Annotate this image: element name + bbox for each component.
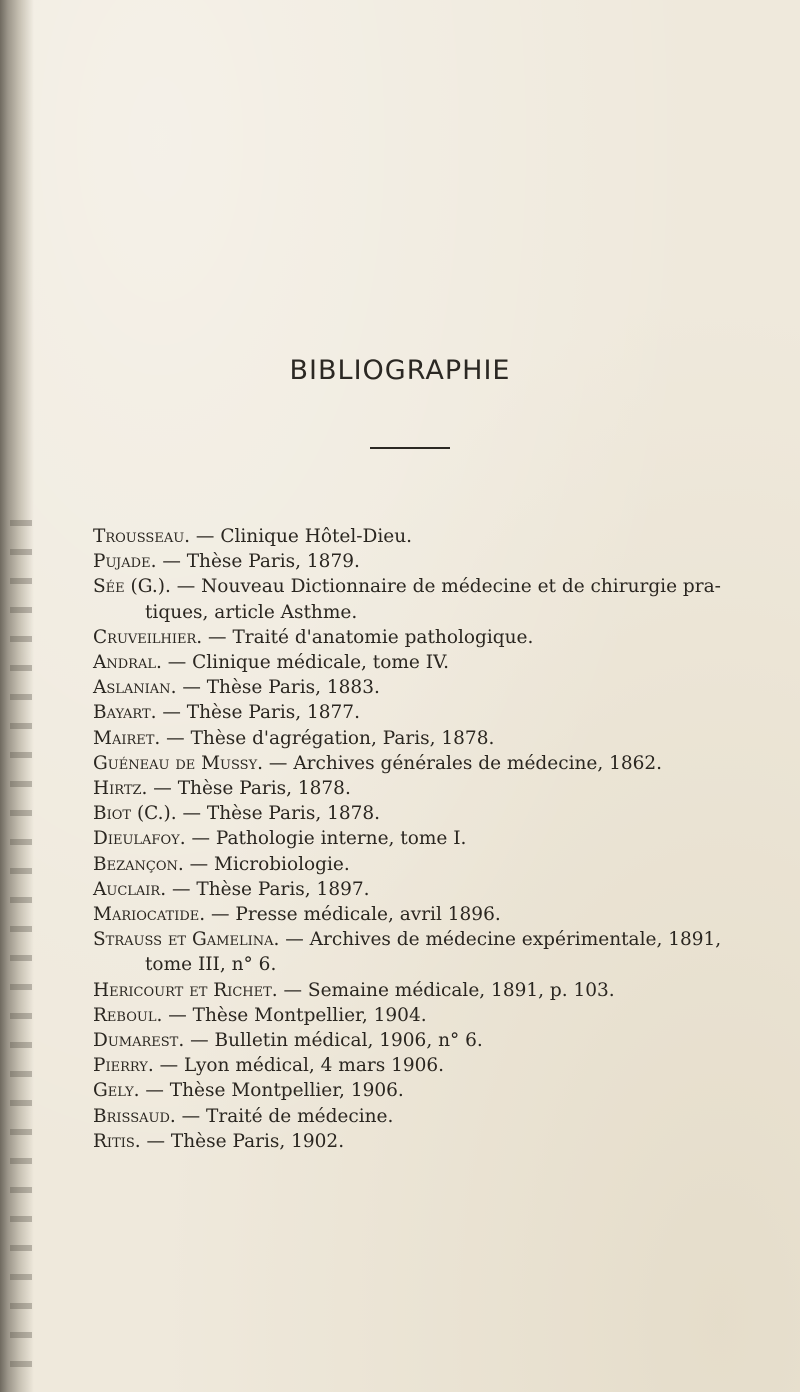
entry-author: Cruveilhier bbox=[93, 626, 197, 648]
entry-reference: . — Archives générales de médecine, 1862. bbox=[257, 752, 663, 774]
entry-author: Hericourt et Richet bbox=[93, 979, 272, 1001]
entry-line bbox=[93, 902, 773, 927]
entry-reference: . — Thèse Paris, 1877. bbox=[150, 702, 360, 724]
entry-author: Brissaud bbox=[93, 1105, 170, 1127]
entry-line bbox=[93, 1078, 773, 1103]
bibliography-entry bbox=[93, 978, 773, 1003]
entry-continuation-line bbox=[93, 600, 773, 625]
entry-reference: . — Thèse Paris, 1878. bbox=[141, 778, 351, 800]
entry-reference: . — Thèse Montpellier, 1906. bbox=[133, 1080, 404, 1102]
entry-author: Pujade bbox=[93, 551, 151, 573]
entry-author: Bayart bbox=[93, 702, 151, 724]
entry-line bbox=[93, 978, 773, 1003]
bibliography-entry bbox=[93, 776, 773, 801]
entry-reference: . — Clinique Hôtel-Dieu. bbox=[184, 526, 413, 547]
entry-author: Dumarest bbox=[93, 1030, 179, 1052]
entry-reference: . — Thèse d'agrégation, Paris, 1878. bbox=[154, 727, 495, 749]
entry-reference: . — Microbiologie. bbox=[177, 853, 350, 875]
entry-reference: (C.). — Thèse Paris, 1878. bbox=[131, 803, 381, 825]
bibliography-entry bbox=[93, 826, 773, 851]
entry-author: Bezançon bbox=[93, 853, 178, 875]
binding-marks bbox=[10, 520, 32, 1380]
bibliography-entry bbox=[93, 1104, 773, 1129]
entry-reference: (G.). — Nouveau Dictionnaire de médecine et de chirurgie pra- bbox=[124, 576, 721, 598]
bibliography-entry bbox=[93, 524, 773, 549]
entry-reference: . — Clinique médicale, tome IV. bbox=[155, 652, 450, 674]
entry-line bbox=[93, 675, 773, 700]
bibliography-entry bbox=[93, 751, 773, 776]
entry-author: Auclair bbox=[93, 878, 161, 900]
entry-reference: tome III, n° 6. bbox=[145, 954, 277, 976]
entry-line bbox=[93, 852, 773, 877]
entry-author: Dieulafoy bbox=[93, 828, 180, 850]
entry-line bbox=[93, 751, 773, 776]
entry-line bbox=[93, 574, 773, 599]
entry-line bbox=[93, 826, 773, 851]
entry-line bbox=[93, 524, 773, 549]
entry-line bbox=[93, 726, 773, 751]
entry-reference: . — Thèse Paris, 1902. bbox=[134, 1130, 345, 1152]
entry-continuation-line bbox=[93, 952, 773, 977]
entry-line bbox=[93, 1053, 773, 1078]
bibliography-entry bbox=[93, 852, 773, 877]
entry-author: Mariocatide bbox=[93, 904, 200, 926]
entry-author: Ritis bbox=[93, 1130, 135, 1152]
entry-author: Andral bbox=[93, 652, 156, 674]
bibliography-entry bbox=[93, 1003, 773, 1028]
entry-reference: . — Traité de médecine. bbox=[169, 1105, 394, 1127]
bibliography-entry bbox=[93, 1028, 773, 1053]
bibliography-entry bbox=[93, 877, 773, 902]
entry-line bbox=[93, 1104, 773, 1129]
bibliography-entry bbox=[93, 625, 773, 650]
entry-reference: tiques, article Asthme. bbox=[145, 601, 358, 623]
bibliography-list bbox=[93, 524, 773, 1154]
entry-reference: . — Presse médicale, avril 1896. bbox=[199, 904, 501, 926]
entry-author: Pierry bbox=[93, 1055, 148, 1077]
bibliography-entry bbox=[93, 574, 773, 624]
entry-author: Guéneau de Mussy bbox=[93, 752, 258, 774]
entry-author: Sée bbox=[93, 576, 125, 598]
entry-reference: . — Pathologie interne, tome I. bbox=[179, 828, 467, 850]
entry-author: Gely bbox=[93, 1080, 134, 1102]
page-title: BIBLIOGRAPHIE bbox=[289, 355, 511, 386]
bibliography-entry bbox=[93, 675, 773, 700]
entry-author: Strauss et Gamelina bbox=[93, 929, 274, 951]
entry-line bbox=[93, 1028, 773, 1053]
bibliography-entry bbox=[93, 650, 773, 675]
entry-author: Reboul bbox=[93, 1004, 157, 1026]
entry-reference: . — Thèse Paris, 1897. bbox=[160, 878, 370, 900]
entry-reference: . — Lyon médical, 4 mars 1906. bbox=[147, 1055, 445, 1077]
entry-reference: . — Bulletin médical, 1906, n° 6. bbox=[178, 1030, 483, 1052]
entry-reference: . — Thèse Paris, 1879. bbox=[150, 551, 360, 573]
entry-reference: . — Thèse Paris, 1883. bbox=[170, 677, 380, 699]
entry-author: Biot bbox=[93, 803, 132, 825]
entry-author: Trousseau bbox=[93, 526, 185, 547]
entry-line bbox=[93, 776, 773, 801]
entry-author: Aslanian bbox=[93, 677, 171, 699]
entry-line bbox=[93, 625, 773, 650]
entry-line bbox=[93, 801, 773, 826]
title-divider bbox=[370, 447, 450, 449]
bibliography-entry bbox=[93, 1053, 773, 1078]
entry-line bbox=[93, 1003, 773, 1028]
entry-author: Hirtz bbox=[93, 778, 142, 800]
entry-reference: . — Archives de médecine expérimentale, 1891, bbox=[273, 929, 722, 951]
bibliography-entry bbox=[93, 902, 773, 927]
entry-line bbox=[93, 650, 773, 675]
entry-line bbox=[93, 877, 773, 902]
entry-author: Mairet bbox=[93, 727, 155, 749]
bibliography-entry bbox=[93, 801, 773, 826]
bibliography-entry bbox=[93, 700, 773, 725]
bibliography-entry bbox=[93, 927, 773, 977]
entry-reference: . — Traité d'anatomie pathologique. bbox=[196, 626, 534, 648]
entry-line bbox=[93, 927, 773, 952]
entry-reference: . — Thèse Montpellier, 1904. bbox=[156, 1004, 427, 1026]
bibliography-entry bbox=[93, 1078, 773, 1103]
entry-line bbox=[93, 700, 773, 725]
entry-line bbox=[93, 549, 773, 574]
bibliography-entry bbox=[93, 726, 773, 751]
bibliography-entry bbox=[93, 549, 773, 574]
entry-line bbox=[93, 1129, 773, 1154]
bibliography-entry bbox=[93, 1129, 773, 1154]
entry-reference: . — Semaine médicale, 1891, p. 103. bbox=[271, 979, 615, 1001]
